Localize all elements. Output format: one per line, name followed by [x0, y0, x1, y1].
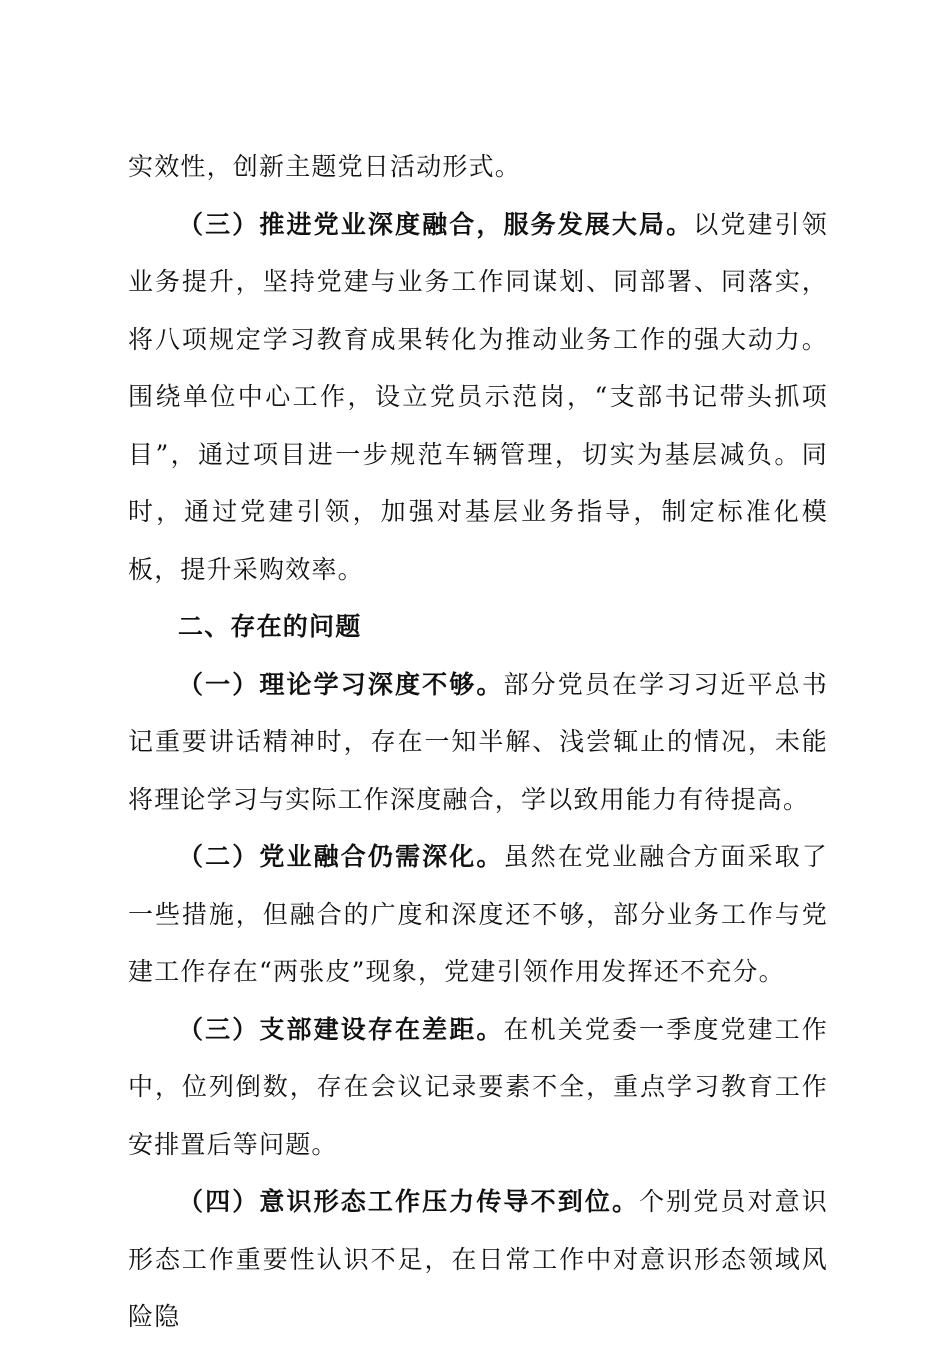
paragraph-problem-3 — [128, 1001, 828, 1174]
paragraph-section-3 — [128, 196, 828, 599]
paragraph-text: 在机关党委一季度党建工作中，位列倒数，存在会议记录要素不全，重点学习教育工作安排置后等问题。 — [128, 1014, 829, 1159]
paragraph-text: 虽然在党业融合方面采取了一些措施，但融合的广度和深度还不够，部分业务工作与党建工作存在“两张皮”现象，党建引领作用发挥还不充分。 — [128, 842, 829, 986]
paragraph-heading: （一）理论学习深度不够。 — [178, 669, 504, 699]
document-body — [128, 138, 828, 1346]
paragraph-problem-2 — [128, 828, 828, 1001]
paragraph-text: 实效性，创新主题党日活动形式。 — [128, 152, 522, 181]
paragraph-text: 以党建引领业务提升，坚持党建与业务工作同谋划、同部署、同落实，将八项规定学习教育成果转化为推动业务工作的强大动力。围绕单位中心工作，设立党员示范岗，“支部书记带头抓项目”，通过项目进一步规范车辆管理，切实为基层减负。同时，通过党建引领，加强对基层业务指导，制定标准化模板，提升采购效率。 — [128, 209, 828, 584]
section-title: 二、存在的问题 — [178, 612, 362, 641]
section-heading-problems — [128, 598, 828, 656]
paragraph-heading: （三）推进党业深度融合，服务发展大局。 — [178, 209, 694, 239]
paragraph-problem-1 — [128, 656, 828, 829]
paragraph-heading: （二）党业融合仍需深化。 — [178, 842, 504, 871]
paragraph-text: 部分党员在学习习近平总书记重要讲话精神时，存在一知半解、浅尝辄止的情况，未能将理论学习与实际工作深度融合，学以致用能力有待提高。 — [128, 669, 829, 814]
paragraph-text: 个别党员对意识形态工作重要性认识不足，在日常工作中对意识形态领域风险隐 — [128, 1187, 828, 1331]
paragraph-heading: （三）支部建设存在差距。 — [178, 1014, 504, 1044]
paragraph-continuation — [128, 138, 828, 196]
paragraph-problem-4 — [128, 1173, 828, 1346]
paragraph-heading: （四）意识形态工作压力传导不到位。 — [178, 1187, 640, 1216]
